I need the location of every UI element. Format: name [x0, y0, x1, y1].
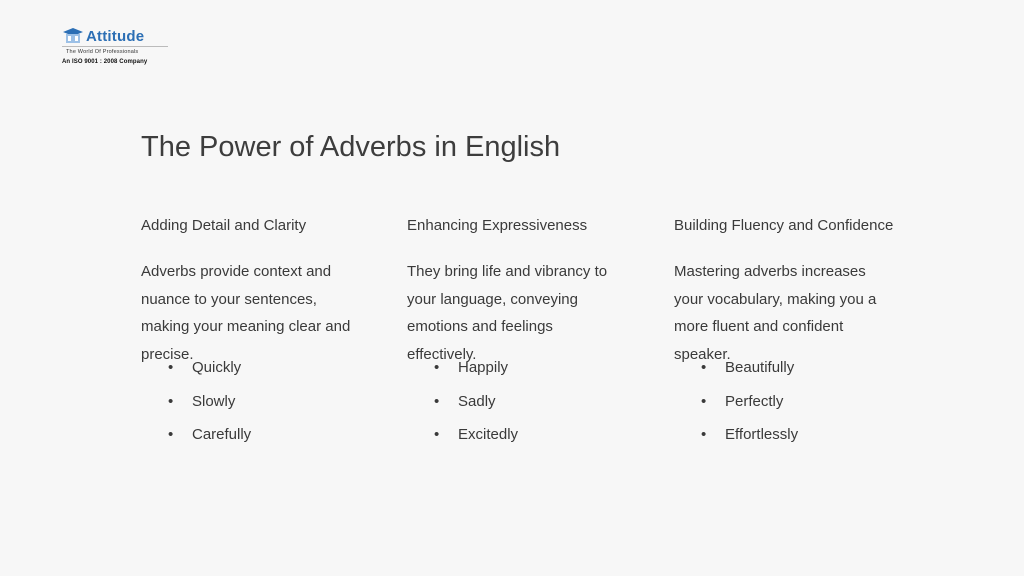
- bullet-icon: •: [168, 392, 174, 410]
- list-item: [701, 390, 798, 424]
- list-item-label: Quickly: [192, 359, 242, 376]
- list-item: [168, 423, 251, 457]
- list-item: [434, 423, 518, 457]
- bullet-icon: •: [168, 359, 174, 376]
- bullet-icon: •: [434, 392, 440, 410]
- list-item: [434, 390, 518, 424]
- list-item: [168, 356, 251, 390]
- list-item-label: Perfectly: [725, 392, 784, 410]
- column-heading: Adding Detail and Clarity: [141, 217, 307, 234]
- slide-title: The Power of Adverbs in English: [141, 131, 561, 163]
- logo-tagline: The World Of Professionals: [66, 49, 139, 55]
- logo-iso-text: An ISO 9001 : 2008 Company: [62, 59, 148, 65]
- list-item-label: Beautifully: [725, 359, 795, 376]
- bullet-icon: •: [701, 426, 707, 443]
- bullet-icon: •: [701, 392, 707, 410]
- list-item: [701, 423, 798, 457]
- column-heading: Enhancing Expressiveness: [407, 217, 588, 234]
- list-item-label: Carefully: [192, 426, 252, 443]
- list-item-label: Sadly: [458, 392, 496, 410]
- graduation-cap-icon: [62, 27, 84, 45]
- bullet-icon: •: [168, 426, 174, 443]
- column-text: Mastering adverbs increases your vocabulary, making you a more fluent and confident speaker.: [674, 263, 877, 363]
- column-adding-detail: [141, 216, 381, 368]
- bullet-list-enhancing-expressiveness: [434, 356, 518, 457]
- column-text: They bring life and vibrancy to your language, conveying emotions and feelings effectively.: [407, 263, 608, 363]
- bullet-list-building-fluency: [701, 356, 798, 457]
- bullet-icon: •: [701, 359, 707, 376]
- list-item-label: Effortlessly: [725, 426, 799, 443]
- bullet-icon: •: [434, 426, 440, 443]
- logo-top: [62, 26, 168, 47]
- list-item-label: Slowly: [192, 392, 236, 410]
- company-logo: [62, 26, 168, 68]
- column-enhancing-expressiveness: [407, 216, 647, 368]
- list-item: [168, 390, 251, 424]
- list-item: [701, 356, 798, 390]
- bullet-icon: •: [434, 359, 440, 376]
- column-text: Adverbs provide context and nuance to your sentences, making your meaning clear and precise.: [141, 263, 351, 363]
- column-heading: Building Fluency and Confidence: [674, 217, 894, 234]
- list-item: [434, 356, 518, 390]
- logo-name: Attitude: [86, 27, 145, 45]
- list-item-label: Excitedly: [458, 426, 519, 443]
- column-building-fluency: [674, 216, 924, 368]
- list-item-label: Happily: [458, 359, 509, 376]
- bullet-list-adding-detail: [168, 356, 251, 457]
